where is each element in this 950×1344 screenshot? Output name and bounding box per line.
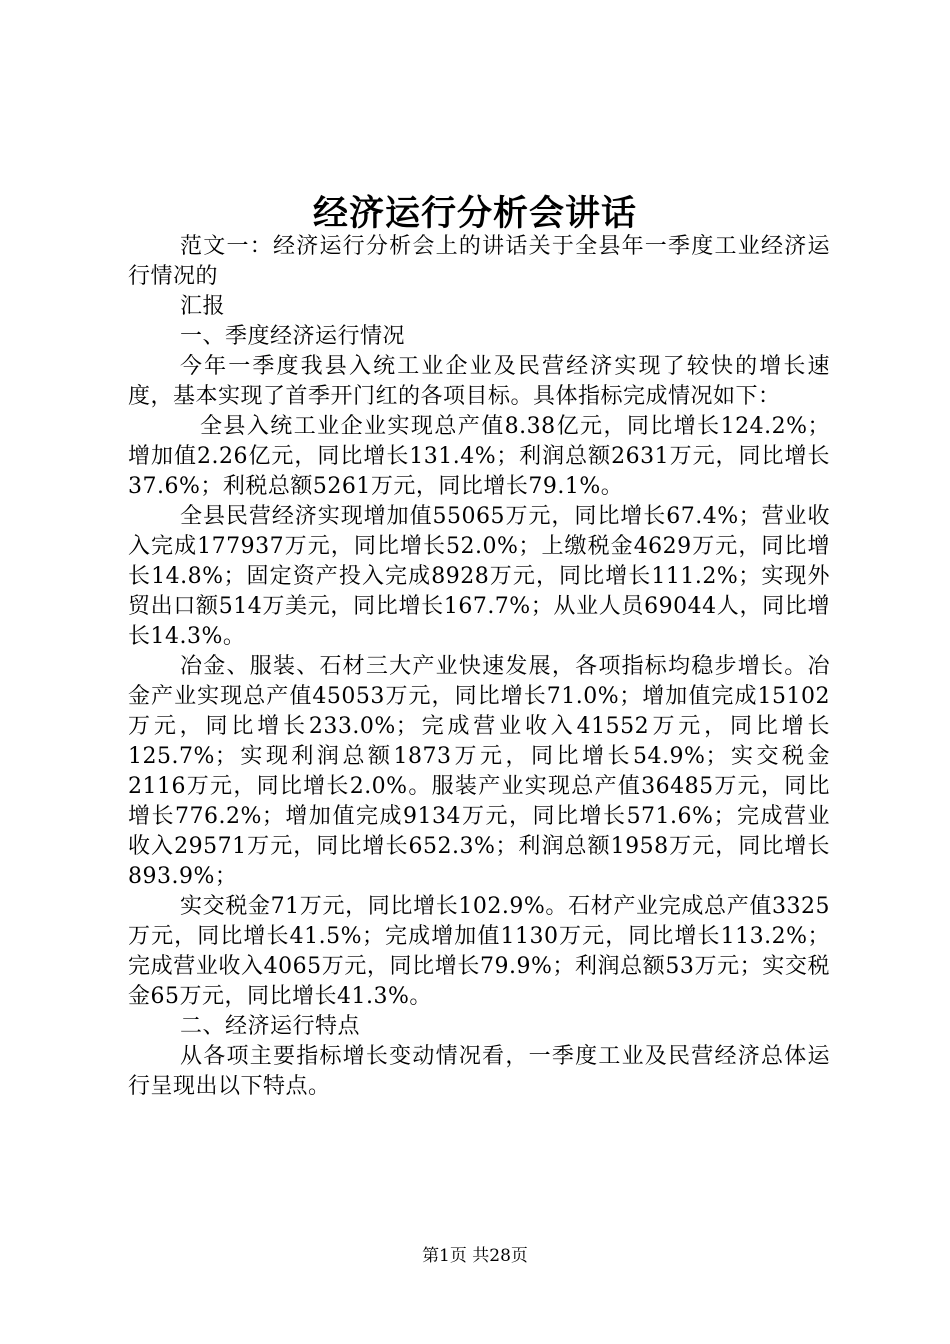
paragraph-report: 汇报 bbox=[180, 294, 226, 319]
paragraph-intro: 范文一：经济运行分析会上的讲话关于全县年一季度工业经济运行情况的 bbox=[128, 234, 830, 289]
document-body bbox=[128, 232, 830, 1102]
paragraph-industries: 冶金、服装、石材三大产业快速发展，各项指标均稳步增长。冶金产业实现总产值45053万元，同比增长71.0%；增加值完成15102万元，同比增长233.0%；完成营业收入41552万元，同比增长125.7%；实现利润总额1873万元，同比增长54.9%；实交税金2116万元，同比增长2.0%。服装产业实现总产值36485万元，同比增长776.2%；增加值完成9134万元，同比增长571.6%；完成营业收入29571万元，同比增长652.3%；利润总额1958万元，同比增长893.9%； bbox=[128, 654, 830, 889]
document-title: 经济运行分析会讲话 bbox=[312, 193, 637, 234]
page-footer: 第1页 共28页 bbox=[422, 1246, 528, 1266]
paragraph-private-economy: 全县民营经济实现增加值55065万元，同比增长67.4%；营业收入完成177937万元，同比增长52.0%；上缴税金4629万元，同比增长14.8%；固定资产投入完成8928万元，同比增长111.2%；实现外贸出口额514万美元，同比增长167.7%；从业人员69044人，同比增长14.3%。 bbox=[128, 504, 830, 649]
section-heading-1: 一、季度经济运行情况 bbox=[180, 324, 406, 349]
section-heading-2: 二、经济运行特点 bbox=[180, 1014, 361, 1039]
paragraph-industrial: 全县入统工业企业实现总产值8.38亿元，同比增长124.2%；增加值2.26亿元，同比增长131.4%；利润总额2631万元，同比增长37.6%；利税总额5261万元，同比增长79.1%。 bbox=[128, 414, 830, 499]
paragraph-overview: 今年一季度我县入统工业企业及民营经济实现了较快的增长速度，基本实现了首季开门红的各项目标。具体指标完成情况如下： bbox=[128, 354, 830, 409]
paragraph-taxes-stone: 实交税金71万元，同比增长102.9%。石材产业完成总产值3325万元，同比增长41.5%；完成增加值1130万元，同比增长113.2%；完成营业收入4065万元，同比增长79.9%；利润总额53万元；实交税金65万元，同比增长41.3%。 bbox=[128, 894, 830, 1009]
paragraph-features: 从各项主要指标增长变动情况看，一季度工业及民营经济总体运行呈现出以下特点。 bbox=[128, 1044, 830, 1099]
